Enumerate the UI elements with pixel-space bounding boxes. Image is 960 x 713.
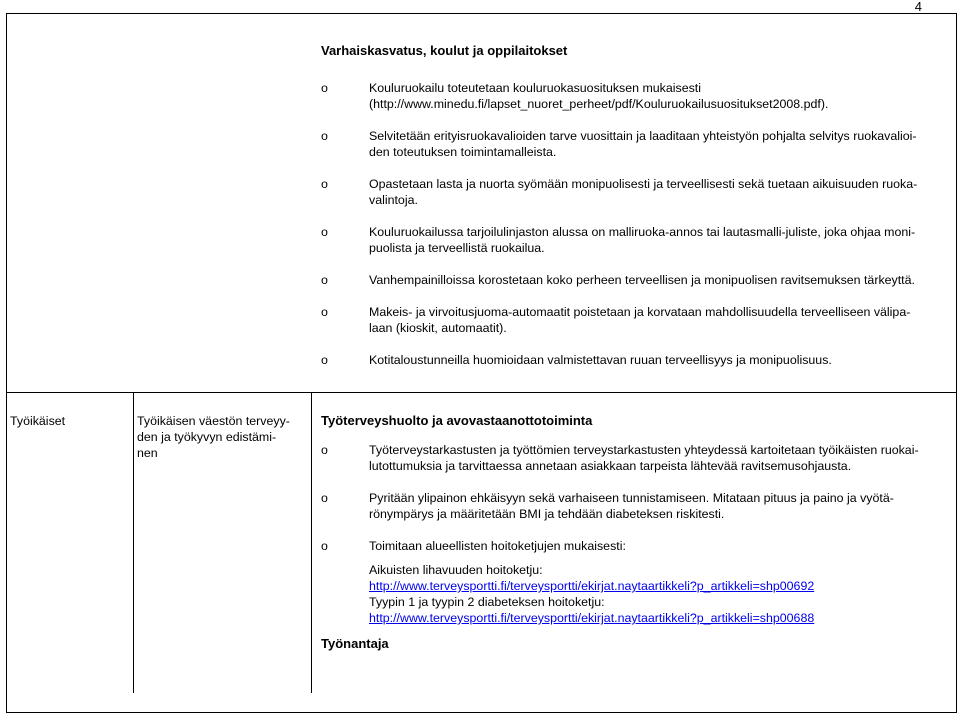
column-promotion-line: den ja työkyvyn edistämi-: [137, 430, 277, 444]
list-item-line: rönympärys ja määritetään BMI ja tehdään diabeteksen riskitesti.: [369, 507, 725, 521]
employer-title: Työnantaja: [321, 636, 389, 651]
list-item: [321, 442, 951, 474]
list-item-line: Kotitaloustunneilla huomioidaan valmistettavan ruuan terveellisyys ja monipuolisuus.: [369, 353, 832, 367]
list-item: [321, 224, 951, 256]
bullet-icon: o: [321, 129, 328, 143]
bullet-icon: o: [321, 177, 328, 191]
bullet-icon: o: [321, 305, 328, 319]
list-item-line: (http://www.minedu.fi/lapset_nuoret_perheet/pdf/Kouluruokailusuositukset2008.pdf).: [369, 97, 829, 111]
column-promotion-line: Työikäisen väestön terveyy-: [137, 414, 290, 428]
column-divider-1: [133, 393, 134, 693]
bullet-icon: o: [321, 353, 328, 367]
section-title: Varhaiskasvatus, koulut ja oppilaitokset: [321, 43, 568, 58]
bullet-icon: o: [321, 225, 328, 239]
list-item-line: laan (kioskit, automaatit).: [369, 321, 507, 335]
list-item: [321, 272, 951, 288]
health-care-list: [321, 442, 951, 570]
ref-link-1[interactable]: http://www.terveysportti.fi/terveysportti/ekirjat.naytaartikkeli?p_artikkeli=shp00692: [369, 579, 815, 593]
list-item-line: Pyritään ylipainon ehkäisyyn sekä varhaiseen tunnistamiseen. Mitataan pituus ja paino ja vyötä-: [369, 491, 894, 505]
list-item-line: Kouluruokailu toteutetaan kouluruokasuosituksen mukaisesti: [369, 81, 701, 95]
care-chain-references: [369, 562, 814, 626]
health-care-title: Työterveyshuolto ja avovastaanottotoiminta: [321, 413, 593, 428]
ref-label-2: Tyypin 1 ja tyypin 2 diabeteksen hoitoketju:: [369, 595, 605, 609]
ref-link-2[interactable]: http://www.terveysportti.fi/terveysportti/ekirjat.naytaartikkeli?p_artikkeli=shp00688: [369, 611, 815, 625]
list-item: [321, 176, 951, 208]
list-item-line: Opastetaan lasta ja nuorta syömään monipuolisesti ja terveellisesti sekä tuetaan aikuisuuden ruoka-: [369, 177, 918, 191]
ref-label-1: Aikuisten lihavuuden hoitoketju:: [369, 563, 543, 577]
bullet-icon: o: [321, 81, 328, 95]
bullet-icon: o: [321, 539, 328, 553]
list-item-line: Toimitaan alueellisten hoitoketjujen mukaisesti:: [369, 539, 626, 553]
list-item-line: Vanhempainilloissa korostetaan koko perheen terveellisen ja monipuolisen ravitsemuksen tärkeyttä.: [369, 273, 915, 287]
column-divider-2: [311, 393, 312, 693]
bullet-icon: o: [321, 443, 328, 457]
column-workers: Työikäiset: [10, 414, 66, 428]
list-item-line: Työterveystarkastusten ja työttömien terveystarkastusten yhteydessä kartoitetaan työikäisten ruokai-: [369, 443, 919, 457]
page-number: 4: [914, 0, 922, 14]
list-item-line: valintoja.: [369, 193, 418, 207]
bullet-icon: o: [321, 491, 328, 505]
list-item-line: Kouluruokailussa tarjoilulinjaston alussa on malliruoka-annos tai lautasmalli-juliste, joka ohjaa moni-: [369, 225, 916, 239]
list-item-line: den toteutuksen toimintamalleista.: [369, 145, 557, 159]
bullet-icon: o: [321, 273, 328, 287]
list-item: [321, 304, 951, 336]
list-item-line: Makeis- ja virvoitusjuoma-automaatit poistetaan ja korvataan mahdollisuudella terveelliseen välipa-: [369, 305, 911, 319]
column-promotion: [137, 413, 307, 461]
list-item-line: puolista ja terveellistä ruokailua.: [369, 241, 545, 255]
list-item: [321, 128, 951, 160]
list-item: [321, 352, 951, 368]
table-top-border: [6, 392, 957, 393]
column-promotion-line: nen: [137, 446, 158, 460]
list-item: [321, 80, 951, 112]
list-item: [321, 490, 951, 522]
bullet-list: [321, 80, 951, 384]
list-item: [321, 538, 951, 554]
list-item-line: Selvitetään erityisruokavalioiden tarve vuosittain ja laaditaan yhteistyön pohjalta selvitys ruokavalioi-: [369, 129, 917, 143]
list-item-line: lutottumuksia ja tarvittaessa annetaan asiakkaan tarpeista lähtevää ravitsemusohjausta.: [369, 459, 852, 473]
